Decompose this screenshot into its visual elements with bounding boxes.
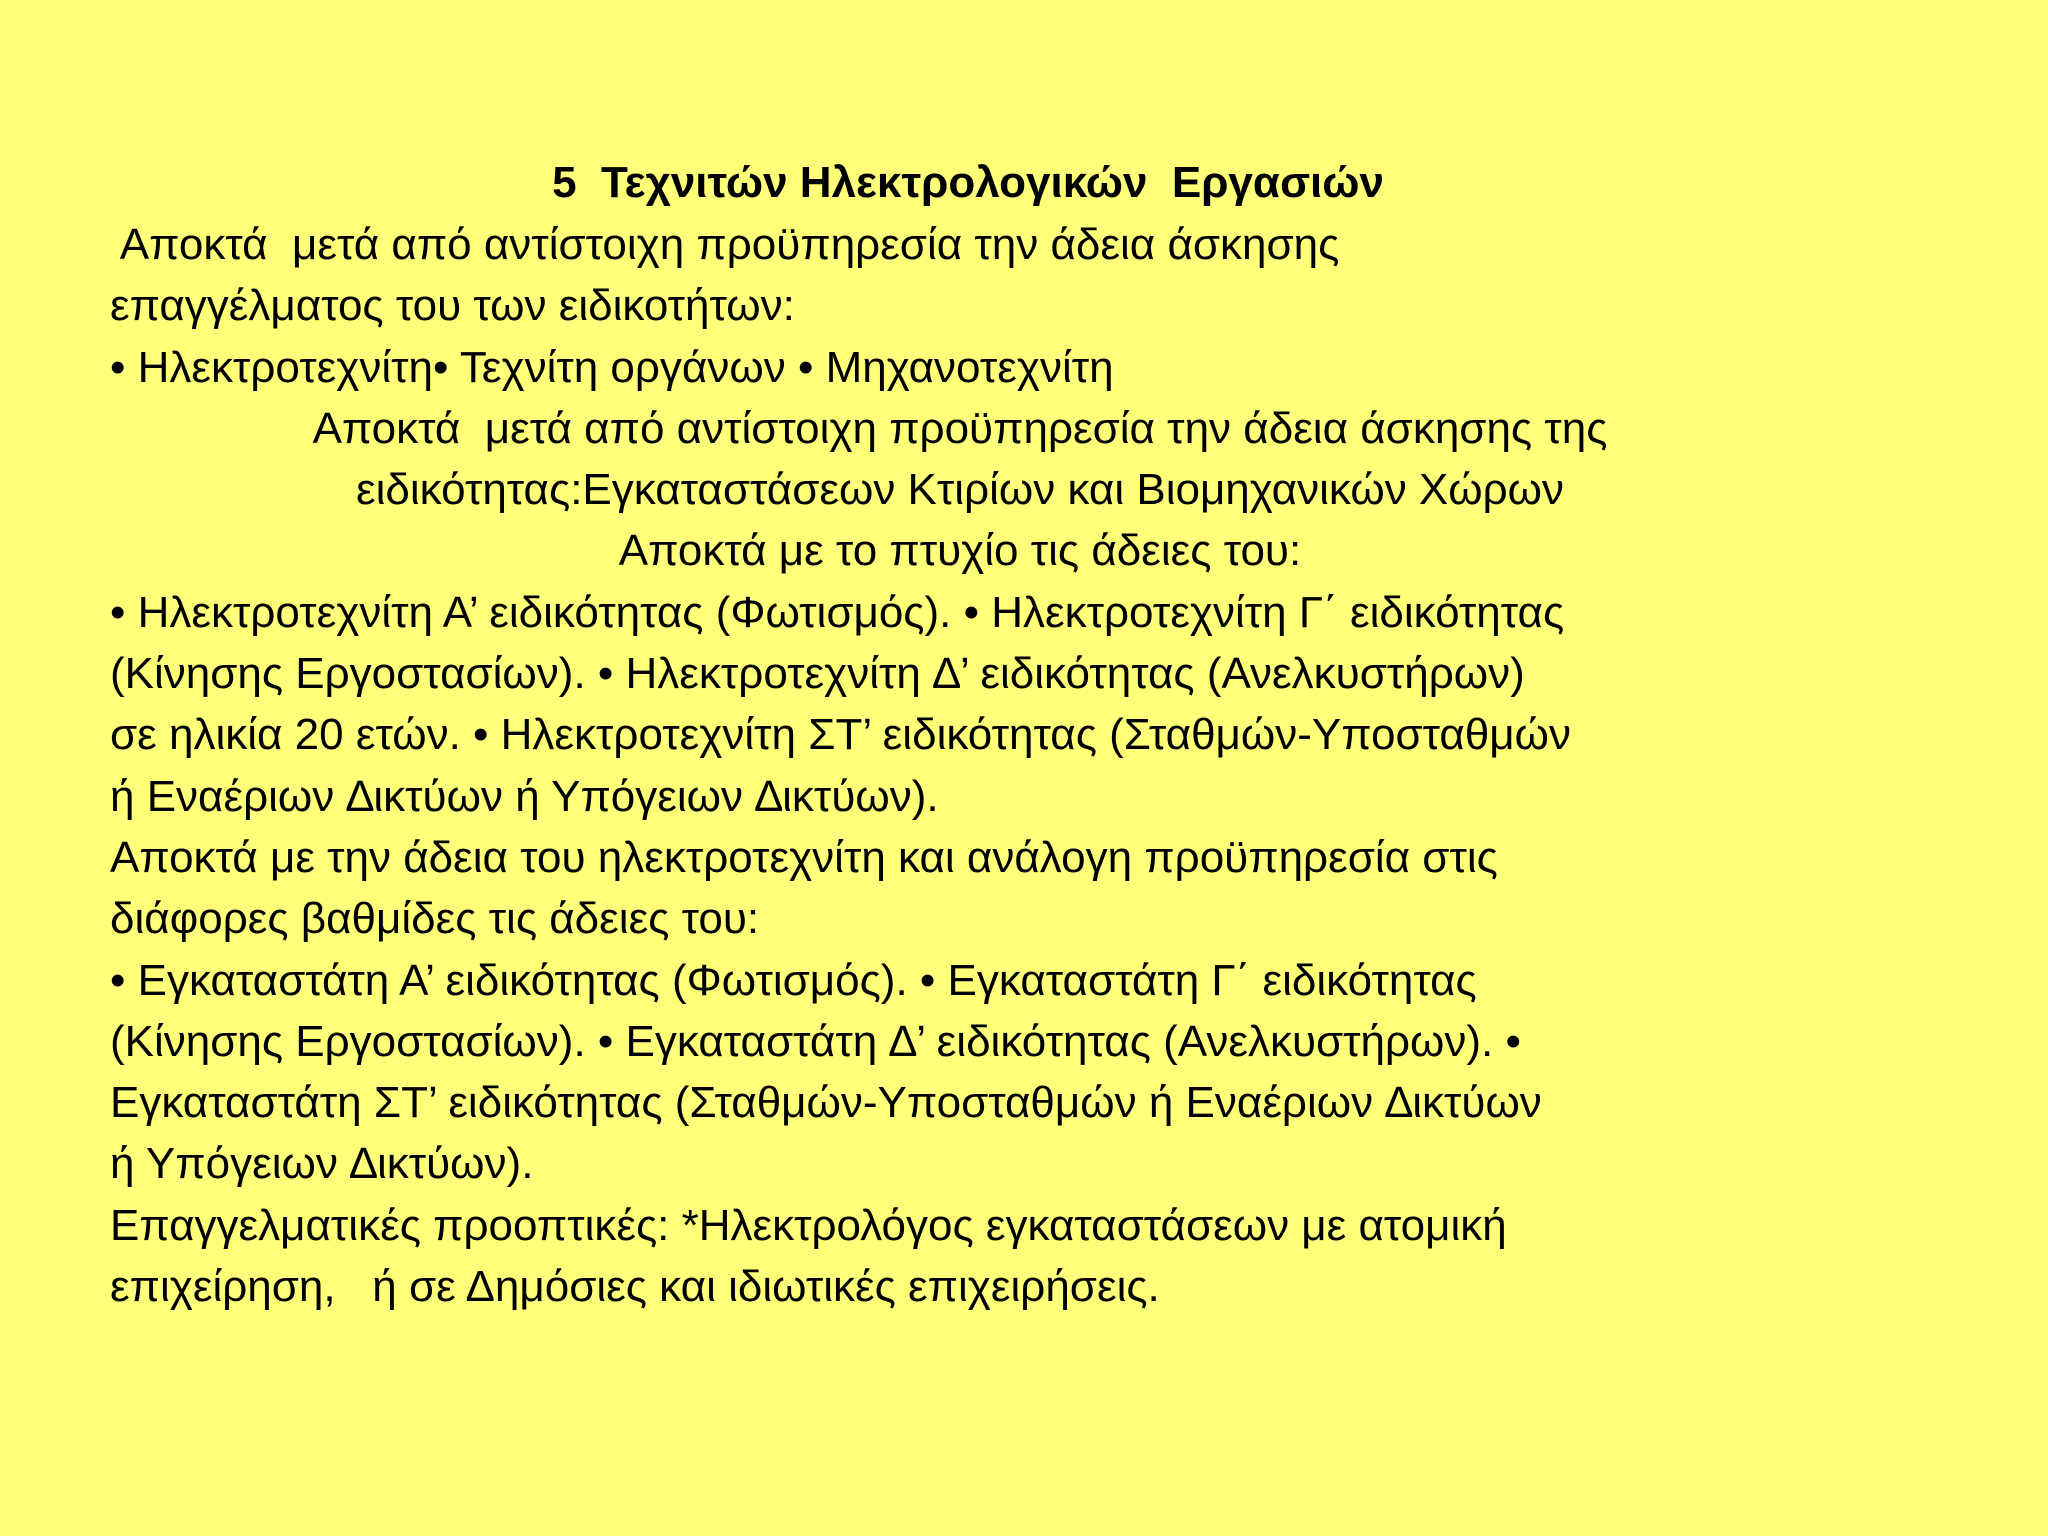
bullet-line: • Ηλεκτροτεχνίτη• Τεχνίτη οργάνων • Μηχανοτεχνίτη: [110, 342, 1114, 392]
text-line: Αποκτά μετά από αντίστοιχη προϋπηρεσία την άδεια άσκησης: [110, 220, 1340, 269]
text-line: ή Εναέριων ∆ικτύων ή Υπόγειων ∆ικτύων).: [110, 771, 939, 821]
centered-text-line: Αποκτά με το πτυχίο τις άδειες του:: [618, 526, 1302, 576]
text-line: επαγγέλματος του των ειδικοτήτων:: [110, 281, 795, 331]
text-line: Αποκτά με την άδεια του ηλεκτροτεχνίτη και ανάλογη προϋπηρεσία στις: [110, 832, 1498, 882]
text-line: σε ηλικία 20 ετών. • Ηλεκτροτεχνίτη ΣΤ’ ειδικότητας (Σταθμών-Υποσταθμών: [110, 710, 1571, 760]
text-line: Εγκαταστάτη ΣΤ’ ειδικότητας (Σταθμών-Υποσταθμών ή Εναέριων ∆ικτύων: [110, 1078, 1542, 1128]
text-line: διάφορες βαθμίδες τις άδειες του:: [110, 894, 760, 944]
text-line: ή Υπόγειων ∆ικτύων).: [110, 1139, 534, 1189]
slide-body: [110, 214, 1930, 1317]
slide-title: 5 Τεχνιτών Ηλεκτρολογικών Εργασιών: [552, 158, 1384, 207]
centered-text-line: ειδικότητας:Εγκαταστάσεων Κτιρίων και Βιομηχανικών Χώρων: [355, 465, 1565, 515]
bullet-line: • Εγκαταστάτη Α’ ειδικότητας (Φωτισμός). • Εγκαταστάτη Γ΄ ειδικότητας: [110, 955, 1477, 1005]
text-line: επιχείρηση, ή σε Δημόσιες και ιδιωτικές επιχειρήσεις.: [110, 1262, 1160, 1312]
bullet-line: • Ηλεκτροτεχνίτη Α’ ειδικότητας (Φωτισμός). • Ηλεκτροτεχνίτη Γ΄ ειδικότητας: [110, 587, 1565, 637]
centered-text-line: Αποκτά μετά από αντίστοιχη προϋπηρεσία την άδεια άσκησης της: [312, 403, 1608, 453]
text-line: (Κίνησης Εργοστασίων). • Ηλεκτροτεχνίτη ∆’ ειδικότητας (Ανελκυστήρων): [110, 649, 1525, 699]
text-line: (Κίνησης Εργοστασίων). • Εγκαταστάτη ∆’ ειδικότητας (Ανελκυστήρων). •: [110, 1016, 1521, 1066]
text-line: Επαγγελματικές προοπτικές: *Ηλεκτρολόγος εγκαταστάσεων με ατομική: [110, 1200, 1507, 1250]
